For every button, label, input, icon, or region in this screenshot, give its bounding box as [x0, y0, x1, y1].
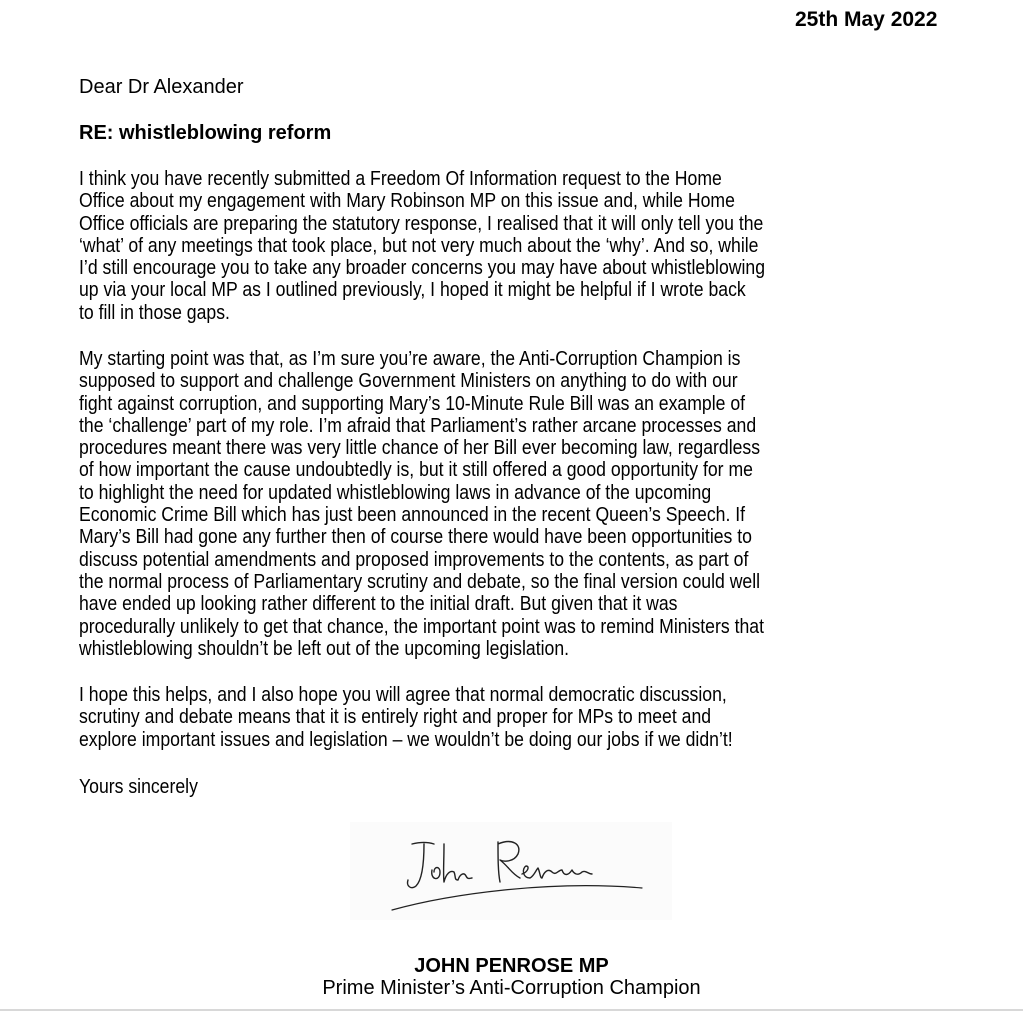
letter-date: 25th May 2022	[795, 8, 938, 31]
paragraph-1	[79, 168, 765, 324]
signature-icon	[350, 822, 672, 920]
text-line: I’d still encourage you to take any broader concerns you may have about whistleblowing	[79, 256, 766, 280]
page-bottom-divider	[0, 1009, 1023, 1011]
signer-title: Prime Minister’s Anti-Corruption Champion	[322, 977, 701, 999]
text-line: explore important issues and legislation – we wouldn’t be doing our jobs if we didn’t!	[79, 727, 733, 751]
paragraph-3	[79, 684, 733, 751]
text-line: up via your local MP as I outlined previously, I hoped it might be helpful if I wrote back	[79, 278, 746, 302]
signature-image	[350, 822, 672, 920]
closing: Yours sincerely	[79, 775, 198, 798]
text-line: discuss potential amendments and proposed improvements to the contents, as part of	[79, 547, 749, 571]
signer-name-text: JOHN PENROSE MP	[414, 955, 609, 977]
text-line: fight against corruption, and supporting Mary’s 10-Minute Rule Bill was an example of	[79, 391, 746, 415]
text-line: the normal process of Parliamentary scrutiny and debate, so the final version could well	[79, 569, 761, 593]
text-line: have ended up looking rather different to the initial draft. But given that it was	[79, 592, 678, 616]
text-line: to highlight the need for updated whistleblowing laws in advance of the upcoming	[79, 480, 712, 504]
paragraph-2	[79, 348, 764, 660]
text-line: the ‘challenge’ part of my role. I’m afraid that Parliament’s rather arcane processes and	[79, 413, 757, 437]
text-line: Office officials are preparing the statutory response, I realised that it will only tell you the	[79, 211, 764, 235]
signer-name	[0, 955, 1023, 978]
text-line: My starting point was that, as I’m sure you’re aware, the Anti-Corruption Champion is	[79, 347, 741, 370]
text-line: Economic Crime Bill which has just been announced in the recent Queen’s Speech. If	[79, 503, 746, 527]
text-line: ‘what’ of any meetings that took place, but not very much about the ‘why’. And so, while	[79, 233, 759, 257]
salutation: Dear Dr Alexander	[79, 76, 244, 98]
text-line: Office about my engagement with Mary Robinson MP on this issue and, while Home	[79, 189, 735, 213]
text-line: I think you have recently submitted a Freedom Of Information request to the Home	[79, 167, 722, 190]
text-line: procedurally unlikely to get that chance, the important point was to remind Ministers that	[79, 614, 764, 638]
text-line: I hope this helps, and I also hope you will agree that normal democratic discussion,	[79, 683, 727, 706]
text-line: to fill in those gaps.	[79, 300, 230, 324]
text-line: supposed to support and challenge Government Ministers on anything to do with our	[79, 369, 738, 393]
text-line: scrutiny and debate means that it is entirely right and proper for MPs to meet and	[79, 705, 712, 729]
subject-line: RE: whistleblowing reform	[79, 122, 332, 144]
text-line: Mary’s Bill had gone any further then of course there would have been opportunities to	[79, 525, 752, 549]
text-line: whistleblowing shouldn’t be left out of the upcoming legislation.	[79, 636, 570, 660]
text-line: of how important the cause undoubtedly is, but it still offered a good opportunity for me	[79, 458, 753, 482]
text-line: procedures meant there was very little chance of her Bill ever becoming law, regardless	[79, 436, 761, 460]
